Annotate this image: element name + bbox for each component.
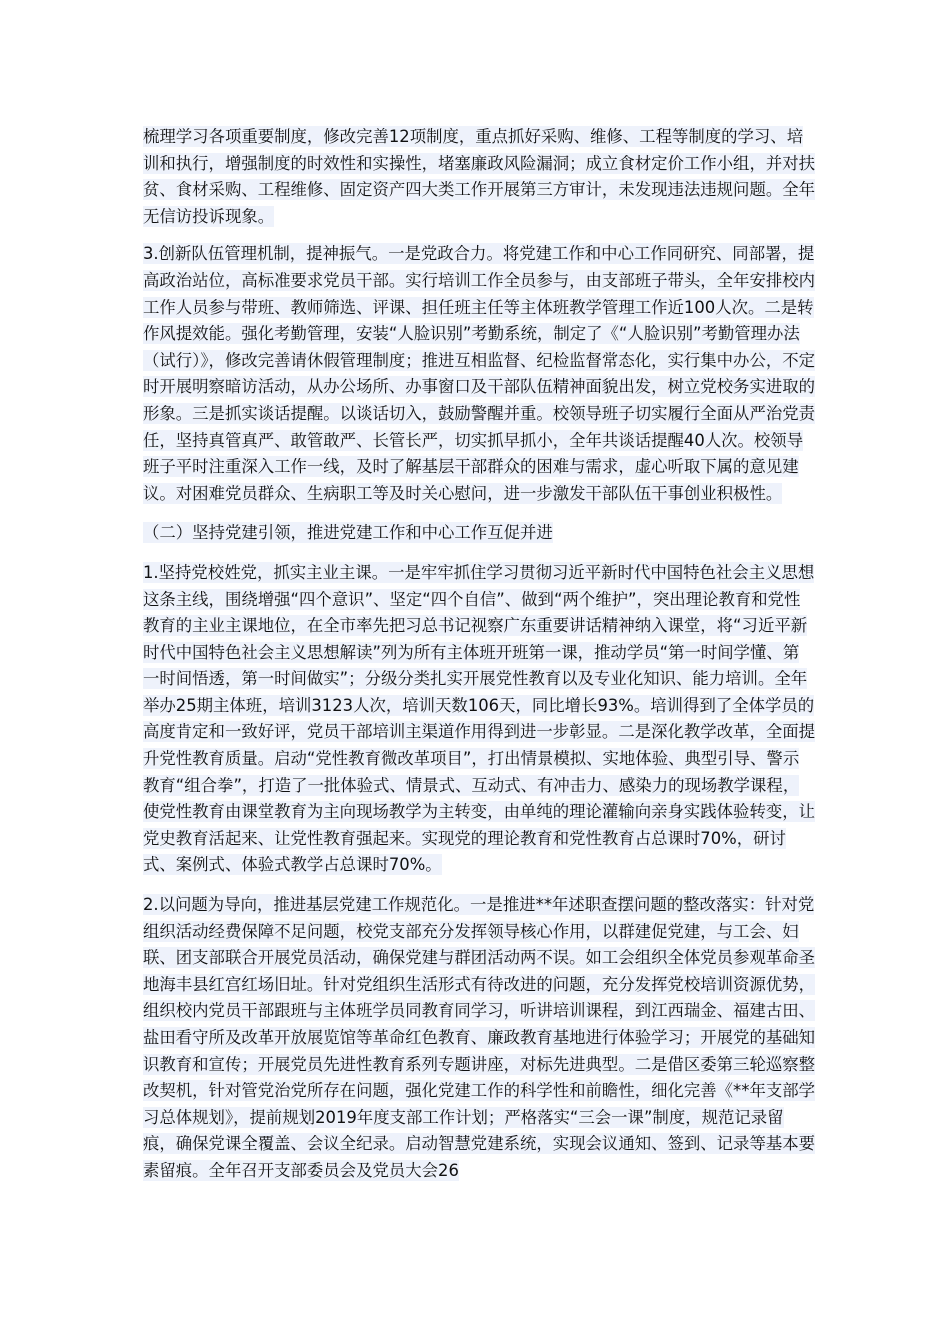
- section-heading: [143, 520, 815, 547]
- paragraph-text: 1.坚持党校姓党，抓实主业主课。一是牢牢抓住学习贯彻习近平新时代中国特色社会主义思想这条主线，围绕增强“四个意识”、坚定“四个自信”、做到“两个维护”，突出理论教育和党性教育的主业主课地位，在全市率先把习总书记视察广东重要讲话精神纳入课堂，将“习近平新时代中国特色社会主义思想解读”列为所有主体班开班第一课，推动学员“第一时间学懂、第一时间悟透，第一时间做实”；分级分类扎实开展党性教育以及专业化知识、能力培训。全年举办25期主体班，培训3123人次，培训天数106天，同比增长93%。培训得到了全体学员的高度肯定和一致好评，党员干部培训主渠道作用得到进一步彰显。二是深化教学改革，全面提升党性教育质量。启动“党性教育微改革项目”，打出情景模拟、实地体验、典型引导、警示教育“组合拳”，打造了一批体验式、情景式、互动式、有冲击力、感染力的现场教学课程，使党性教育由课堂教育为主向现场教学为主转变，由单纯的理论灌输向亲身实践体验转变，让党史教育活起来、让党性教育强起来。实现党的理论教育和党性教育占总课时70%，研讨式、案例式、体验式教学占总课时70%。: [143, 562, 816, 875]
- paragraph-party-school: [143, 560, 815, 879]
- paragraph-team-management: [143, 241, 815, 507]
- document-body: [143, 124, 815, 1198]
- paragraph-text: 梳理学习各项重要制度，修改完善12项制度，重点抓好采购、维修、工程等制度的学习、培训和执行，增强制度的时效性和实操性，堵塞廉政风险漏洞；成立食材定价工作小组，并对扶贫、食材采购、工程维修、固定资产四大类工作开展第三方审计，未发现违法违规问题。全年无信访投诉现象。: [143, 127, 816, 226]
- section-heading-text: （二）坚持党建引领，推进党建工作和中心工作互促并进: [143, 523, 553, 543]
- paragraph-institution-system: [143, 124, 815, 230]
- paragraph-text: 2.以问题为导向，推进基层党建工作规范化。一是推进**年述职查摆问题的整改落实：针对党组织活动经费保障不足问题，校党支部充分发挥领导核心作用，以群建促党建，与工会、妇联、团支部联合开展党员活动，确保党建与群团活动两不误。如工会组织全体党员参观革命圣地海丰县红宫红场旧址。针对党组织生活形式有待改进的问题，充分发挥党校培训资源优势，组织校内党员干部跟班与主体班学员同教育同学习，听讲培训课程，到江西瑞金、福建古田、盐田看守所及改革开放展览馆等革命红色教育、廉政教育基地进行体验学习；开展党的基础知识教育和宣传；开展党员先进性教育系列专题讲座，对标先进典型。二是借区委第三轮巡察整改契机，针对管党治党所存在问题，强化党建工作的科学性和前瞻性，细化完善《**年支部学习总体规划》，提前规划2019年度支部工作计划；严格落实“三会一课”制度，规范记录留痕，确保党课全覆盖、会议全纪录。启动智慧党建系统，实现会议通知、签到、记录等基本要素留痕。全年召开支部委员会及党员大会26: [143, 895, 816, 1180]
- paragraph-grassroots-party-building: [143, 892, 815, 1185]
- paragraph-text: 3.创新队伍管理机制，提神振气。一是党政合力。将党建工作和中心工作同研究、同部署，提高政治站位，高标准要求党员干部。实行培训工作全员参与，由支部班子带头，全年安排校内工作人员参与带班、教师筛选、评课、担任班主任等主体班教学管理工作近100人次。二是转作风提效能。强化考勤管理，安装“人脸识别”考勤系统，制定了《“人脸识别”考勤管理办法（试行）》，修改完善请休假管理制度；推进互相监督、纪检监督常态化，实行集中办公，不定时开展明察暗访活动，从办公场所、办事窗口及干部队伍精神面貌出发，树立党校务实进取的形象。三是抓实谈话提醒。以谈话切入，鼓励警醒并重。校领导班子切实履行全面从严治党责任，坚持真管真严、敢管敢严、长管长严，切实抓早抓小，全年共谈话提醒40人次。校领导班子平时注重深入工作一线，及时了解基层干部群众的困难与需求，虚心听取下属的意见建议。对困难党员群众、生病职工等及时关心慰问，进一步激发干部队伍干事创业积极性。: [143, 244, 816, 503]
